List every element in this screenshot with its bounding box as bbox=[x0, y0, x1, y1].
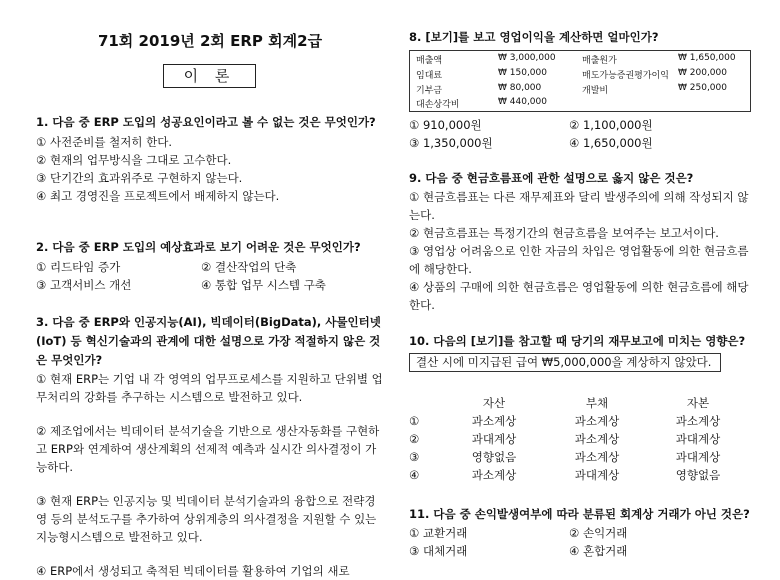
question-10-text: 10. 다음의 [보기]를 참고할 때 당기의 재무보고에 미치는 영향은? bbox=[409, 334, 746, 348]
q1-option-1: ① 사전준비를 철저히 한다. bbox=[36, 135, 173, 149]
section-label: 이 론 bbox=[163, 64, 256, 88]
row-number: ① bbox=[409, 414, 420, 428]
column-header: 부채 bbox=[585, 396, 609, 410]
question-1 bbox=[36, 113, 384, 205]
q10-answer-table bbox=[409, 394, 749, 484]
question-8 bbox=[409, 28, 753, 47]
q3-option-2: ② 제조업에서는 빅데이터 분석기술을 기반으로 생산자동화를 구현하고 ERP와 연계하여 생산계획의 선제적 예측과 실시간 의사결정이 가능하다. bbox=[36, 424, 380, 474]
q8-item-label: 대손상각비 bbox=[416, 100, 460, 110]
table-cell: 과대계상 bbox=[675, 432, 721, 446]
q2-option-3: ③ 고객서비스 개선 bbox=[36, 278, 132, 292]
question-9 bbox=[409, 169, 753, 314]
question-9-text: 9. 다음 중 현금흐름표에 관한 설명으로 옳지 않은 것은? bbox=[409, 171, 694, 185]
q2-option-4: ④ 통합 업무 시스템 구축 bbox=[201, 278, 326, 292]
q8-option-1: ① 910,000원 bbox=[409, 118, 482, 132]
table-cell: 과소계상 bbox=[574, 432, 620, 446]
table-row bbox=[409, 412, 749, 430]
q2-option-2: ② 결산작업의 단축 bbox=[201, 260, 297, 274]
table-cell: 과소계상 bbox=[574, 414, 620, 428]
q8-item-value: ₩ 150,000 bbox=[498, 68, 547, 78]
table-header bbox=[409, 394, 749, 412]
row-number: ② bbox=[409, 432, 420, 446]
q11-option-3: ③ 대체거래 bbox=[409, 544, 468, 558]
q2-option-1: ① 리드타임 증가 bbox=[36, 260, 121, 274]
table-cell: 과소계상 bbox=[471, 414, 517, 428]
table-cell: 과소계상 bbox=[471, 468, 517, 482]
question-11-text: 11. 다음 중 손익발생여부에 따라 분류된 회계상 거래가 아닌 것은? bbox=[409, 507, 750, 521]
q11-option-2: ② 손익거래 bbox=[569, 526, 628, 540]
table-row bbox=[409, 430, 749, 448]
q8-options bbox=[409, 116, 753, 152]
q1-option-2: ② 현재의 업무방식을 그대로 고수한다. bbox=[36, 153, 232, 167]
q3-option-3: ③ 현재 ERP는 인공지능 및 빅데이터 분석기술과의 융합으로 전략경영 등의 분석도구를 추가하여 상위계층의 의사결정을 지원할 수 있는 지능형시스템으로 발전하고 있다. bbox=[36, 494, 377, 544]
table-cell: 과소계상 bbox=[574, 450, 620, 464]
q9-option-1: ① 현금흐름표는 다른 재무제표와 달리 발생주의에 의해 작성되지 않는다. bbox=[409, 190, 749, 222]
column-header: 자산 bbox=[482, 396, 506, 410]
table-cell: 영향없음 bbox=[675, 468, 721, 482]
q8-option-3: ③ 1,350,000원 bbox=[409, 136, 493, 150]
q8-item-value: ₩ 3,000,000 bbox=[498, 53, 556, 63]
table-cell: 과대계상 bbox=[471, 432, 517, 446]
q3-option-4: ④ ERP에서 생성되고 축적된 빅데이터를 활용하여 기업의 새로 bbox=[36, 564, 350, 578]
table-cell: 과대계상 bbox=[574, 468, 620, 482]
q9-option-2: ② 현금흐름표는 특정기간의 현금흐름을 보여주는 보고서이다. bbox=[409, 226, 719, 240]
q1-option-3: ③ 단기간의 효과위주로 구현하지 않는다. bbox=[36, 171, 243, 185]
q9-option-3: ③ 영업상 어려움으로 인한 자금의 차입은 영업활동에 의한 현금흐름에 해당한다. bbox=[409, 244, 749, 276]
q8-item-value: ₩ 200,000 bbox=[678, 68, 727, 78]
q8-data-box bbox=[409, 50, 751, 112]
question-11 bbox=[409, 505, 753, 560]
question-2-text: 2. 다음 중 ERP 도입의 예상효과로 보기 어려운 것은 무엇인가? bbox=[36, 240, 361, 254]
q8-item-value: ₩ 440,000 bbox=[498, 97, 547, 107]
question-2 bbox=[36, 238, 384, 294]
table-cell: 과소계상 bbox=[675, 414, 721, 428]
q8-item-label: 매출원가 bbox=[582, 56, 617, 66]
q1-option-4: ④ 최고 경영진을 프로젝트에서 배제하지 않는다. bbox=[36, 189, 280, 203]
question-3-text: 3. 다음 중 ERP와 인공지능(AI), 빅데이터(BigData), 사물인터넷(IoT) 등 혁신기술과의 관계에 대한 설명으로 가장 적절하지 않은 것은 무엇인가? bbox=[36, 315, 381, 367]
q9-option-4: ④ 상품의 구매에 의한 현금흐름은 영업활동에 의한 현금흐름에 해당한다. bbox=[409, 280, 749, 312]
q8-item-label: 매출액 bbox=[416, 56, 443, 66]
q11-option-1: ① 교환거래 bbox=[409, 526, 468, 540]
q8-item-label: 개발비 bbox=[582, 86, 609, 96]
table-cell: 영향없음 bbox=[471, 450, 517, 464]
page-title: 71회 2019년 2회 ERP 회계2급 bbox=[97, 32, 323, 50]
q8-item-label: 기부금 bbox=[416, 86, 443, 96]
row-number: ④ bbox=[409, 468, 420, 482]
q8-item-value: ₩ 250,000 bbox=[678, 83, 727, 93]
question-3 bbox=[36, 313, 384, 580]
row-number: ③ bbox=[409, 450, 420, 464]
q8-item-label: 매도가능증권평가이익 bbox=[582, 71, 669, 81]
question-10 bbox=[409, 332, 753, 372]
q8-item-label: 임대료 bbox=[416, 71, 443, 81]
question-8-text: 8. [보기]를 보고 영업이익을 계산하면 얼마인가? bbox=[409, 30, 659, 44]
q8-item-value: ₩ 1,650,000 bbox=[678, 53, 736, 63]
q3-option-1: ① 현재 ERP는 기업 내 각 영역의 업무프로세스를 지원하고 단위별 업무처리의 강화를 추구하는 시스템으로 발전하고 있다. bbox=[36, 372, 383, 404]
table-cell: 과대계상 bbox=[675, 450, 721, 464]
question-1-text: 1. 다음 중 ERP 도입의 성공요인이라고 볼 수 없는 것은 무엇인가? bbox=[36, 115, 376, 129]
table-row bbox=[409, 466, 749, 484]
q10-example-box: 결산 시에 미지급된 급여 ₩5,000,000을 계상하지 않았다. bbox=[409, 353, 721, 372]
q11-option-4: ④ 혼합거래 bbox=[569, 544, 628, 558]
q8-option-4: ④ 1,650,000원 bbox=[569, 136, 653, 150]
q8-item-value: ₩ 80,000 bbox=[498, 83, 542, 93]
column-header: 자본 bbox=[686, 396, 710, 410]
q8-option-2: ② 1,100,000원 bbox=[569, 118, 653, 132]
table-row bbox=[409, 448, 749, 466]
